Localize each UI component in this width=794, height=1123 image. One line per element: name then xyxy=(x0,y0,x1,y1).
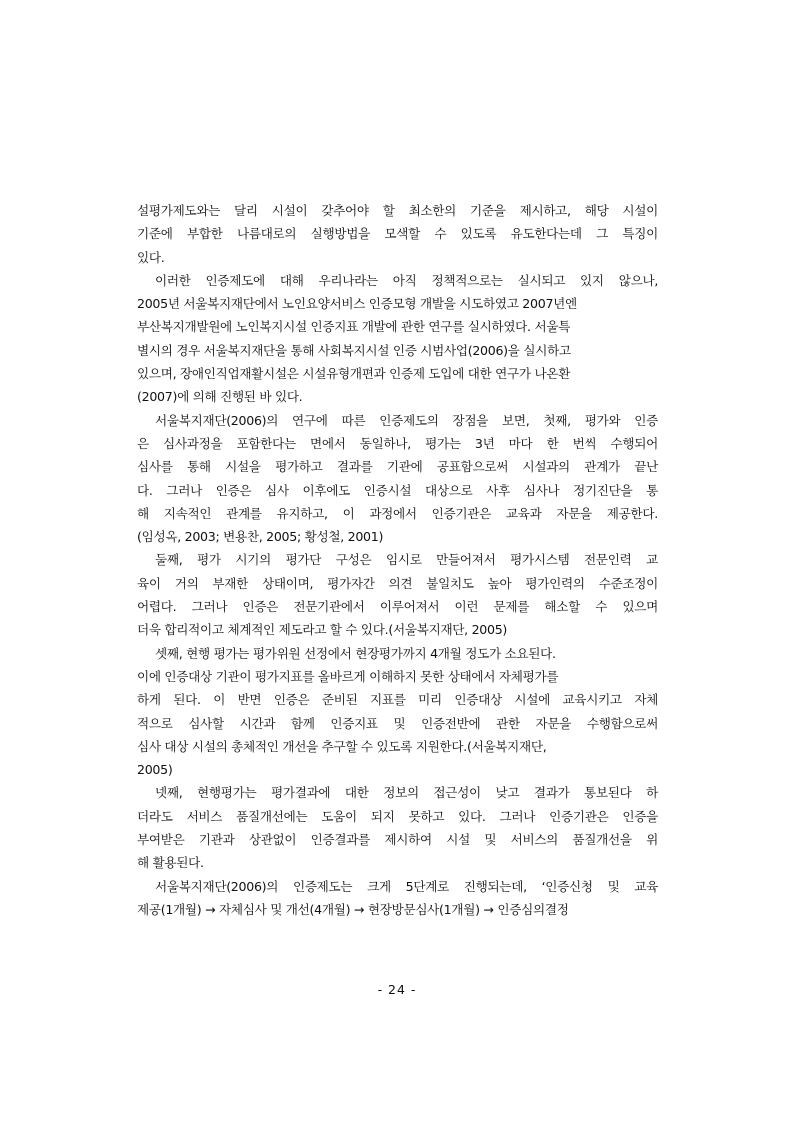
text-line: 해 활용된다. xyxy=(137,855,204,871)
paragraph xyxy=(137,199,658,269)
text-line: 넷째, 현행평가는 평가결과에 대한 정보의 접근성이 낮고 결과가 통보된다 하 xyxy=(155,785,658,801)
text-line: 육이 거의 부재한 상태이며, 평가자간 의견 불일치도 높아 평가인력의 수준조정이 xyxy=(137,575,659,591)
text-line: 서울복지재단(2006)의 연구에 따른 인증제도의 장점을 보면, 첫째, 평가와 인증 xyxy=(155,412,658,428)
paragraph xyxy=(137,781,658,874)
text-line: 별시의 경우 서울복지재단을 통해 사회복지시설 인증 시범사업(2006)을 실시하고 xyxy=(137,342,571,358)
document-body xyxy=(137,199,658,921)
paragraph xyxy=(137,642,658,782)
text-line: 은 심사과정을 포함한다는 면에서 동일하나, 평가는 3년 마다 한 번씩 수행되어 xyxy=(137,435,658,451)
paragraph xyxy=(137,409,658,549)
text-line: (임성옥, 2003; 변용찬, 2005; 황성철, 2001) xyxy=(137,529,384,545)
text-line: 더라도 서비스 품질개선에는 도움이 되지 못하고 있다. 그러나 인증기관은 인증을 xyxy=(137,808,659,824)
text-line: 하게 된다. 이 반면 인증은 준비된 지표를 미리 인증대상 시설에 교육시키고 자체 xyxy=(137,692,659,708)
text-line: 이에 인증대상 기관이 평가지표를 올바르게 이해하지 못한 상태에서 자체평가를 xyxy=(137,668,559,684)
paragraph xyxy=(137,548,658,641)
text-line: 어렵다. 그러나 인증은 전문기관에서 이루어져서 이런 문제를 해소할 수 있으며 xyxy=(137,599,659,615)
text-line: 해 지속적인 관계를 유지하고, 이 과정에서 인증기관은 교육과 자문을 제공한다. xyxy=(137,505,658,521)
text-line: 2005년 서울복지재단에서 노인요양서비스 인증모형 개발을 시도하였고 2007년엔 xyxy=(137,296,577,312)
text-line: 둘째, 평가 시기의 평가단 구성은 임시로 만들어져서 평가시스템 전문인력 교 xyxy=(155,552,658,568)
text-line: 2005) xyxy=(137,762,173,778)
text-line: 적으로 심사할 시간과 함께 인증지표 및 인증전반에 관한 자문을 수행함으로써 xyxy=(137,715,659,731)
paragraph xyxy=(137,875,658,922)
page-number: - 24 - xyxy=(377,982,417,997)
text-line: 있으며, 장애인직업재활시설은 시설유형개편과 인증제 도입에 대한 연구가 나온환 xyxy=(137,366,571,382)
text-line: 서울복지재단(2006)의 인증제도는 크게 5단계로 진행되는데, ‘인증신청 및 교육 xyxy=(155,878,658,894)
text-line: 더욱 합리적이고 체계적인 제도라고 할 수 있다.(서울복지재단, 2005) xyxy=(137,622,508,638)
paragraph xyxy=(137,269,658,409)
text-line: 다. 그러나 인증은 심사 이후에도 인증시설 대상으로 사후 심사나 정기진단을 통 xyxy=(137,482,659,498)
text-line: 심사를 통해 시설을 평가하고 결과를 기관에 공표함으로써 시설과의 관계가 끝난 xyxy=(137,459,659,475)
text-line: 이러한 인증제도에 대해 우리나라는 아직 정책적으로는 실시되고 있지 않으나, xyxy=(155,272,659,288)
text-line: (2007)에 의해 진행된 바 있다. xyxy=(137,389,303,405)
text-line: 제공(1개월) → 자체심사 및 개선(4개월) → 현장방문심사(1개월) → 인증심의결정 xyxy=(137,901,569,917)
text-line: 설평가제도와는 달리 시설이 갖추어야 할 최소한의 기준을 제시하고, 해당 시설이 xyxy=(137,203,659,218)
text-line: 심사 대상 시설의 총체적인 개선을 추구할 수 있도록 지원한다.(서울복지재단, xyxy=(137,738,547,754)
text-line: 셋째, 현행 평가는 평가위원 선정에서 현장평가까지 4개월 정도가 소요된다. xyxy=(155,645,556,661)
text-line: 기준에 부합한 나름대로의 실행방법을 모색할 수 있도록 유도한다는데 그 특징이 xyxy=(137,226,659,242)
text-line: 부산복지개발원에 노인복지시설 인증지표 개발에 관한 연구를 실시하였다. 서울특 xyxy=(137,319,571,335)
text-line: 부여받은 기관과 상관없이 인증결과를 제시하여 시설 및 서비스의 품질개선을 위 xyxy=(137,832,659,848)
text-line: 있다. xyxy=(137,249,165,265)
